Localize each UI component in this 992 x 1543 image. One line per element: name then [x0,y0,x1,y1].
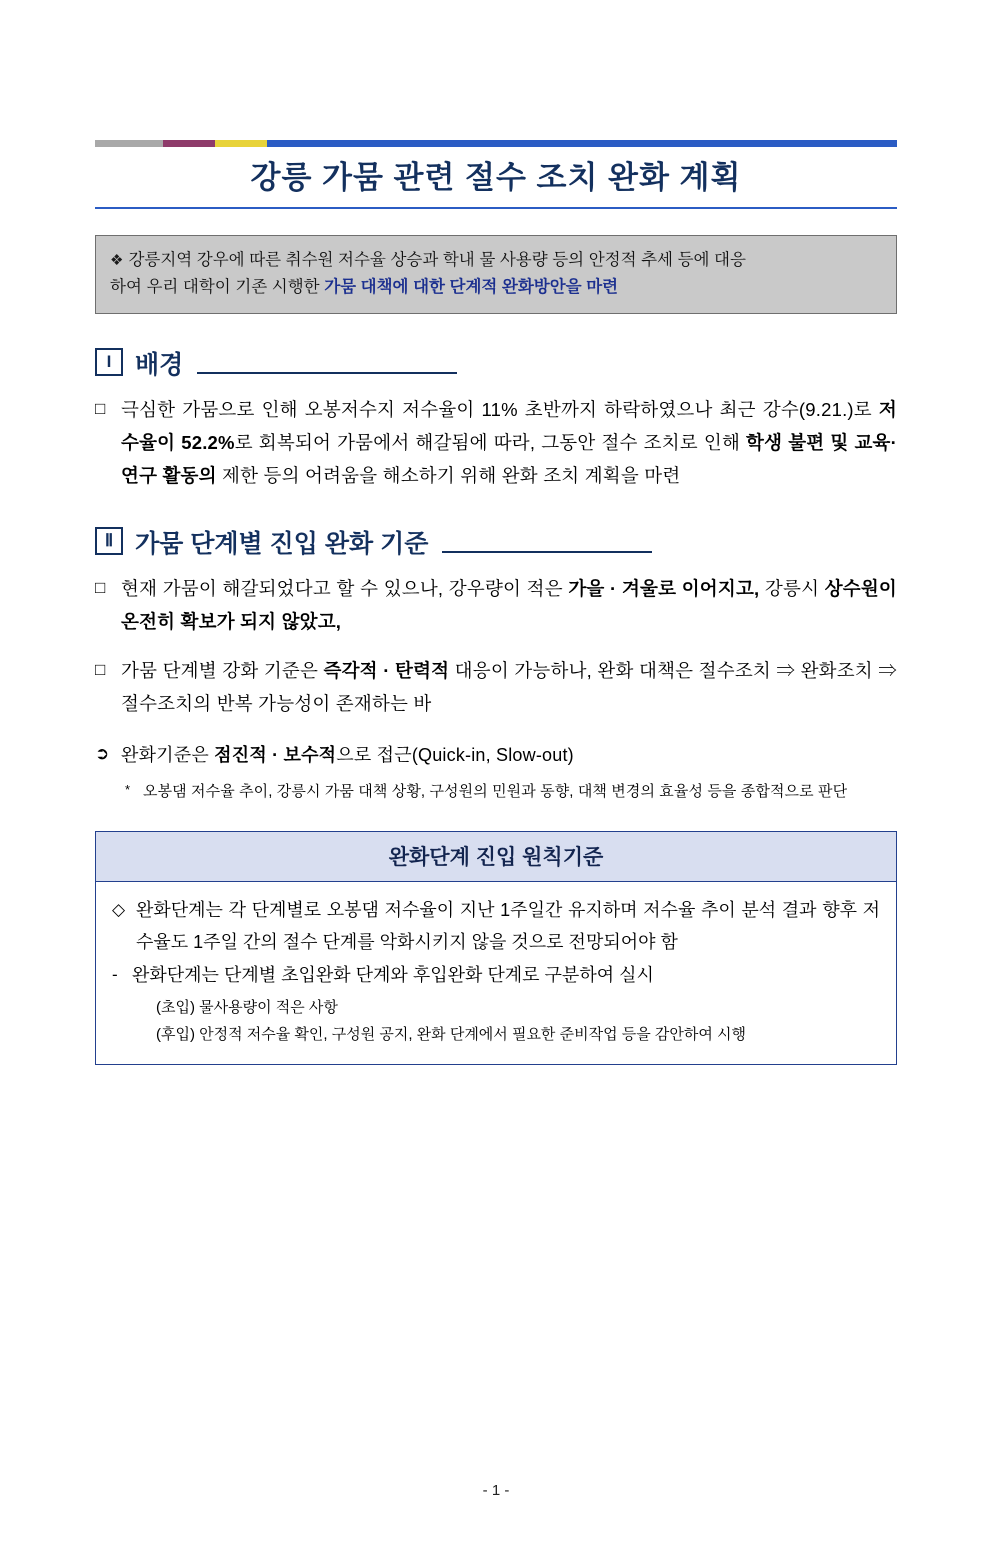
paragraph-2-2 [95,655,897,721]
text-run-bold: 학생 불편 및 교육·연구 활동의 [121,432,897,487]
paragraph-2-2-text [121,655,897,721]
section-title-2: 가뭄 단계별 진입 완화 기준 [135,530,429,559]
principle-row-1 [112,895,880,958]
section-header-2 [95,527,897,557]
text-run-bold: 저수율이 52.2% [121,399,897,454]
section-number-2: Ⅱ [95,527,123,555]
summary-emphasis: 가뭄 대책에 대한 단계적 완화방안을 마련 [324,278,619,297]
square-bullet-icon: □ [95,578,106,598]
header-decoration-bars [95,140,897,148]
principle-box-header: 완화단계 진입 원칙기준 [96,832,896,882]
principle-sub-line-1: (초입) 물사용량이 적은 사항 [156,998,338,1016]
principle-row-1-text: 완화단계는 각 단계별로 오봉댐 저수율이 지난 1주일간 유지하며 저수율 추이 분석 결과 향후 저수율도 1주일 간의 절수 단계를 악화시키지 않을 것으로 전망되어야 함 [136,900,880,952]
text-run: 제한 등의 어려움을 해소하기 위해 완화 조치 계획을 마련 [216,465,681,487]
header-bar-purple [163,140,215,147]
arrow-bullet-icon: ➲ [95,743,110,763]
section-title-1: 배경 [135,351,184,380]
header-bar-blue [267,140,897,147]
header-bar-yellow [215,140,267,147]
footnote-item [125,779,895,805]
principle-sub-line-2: (후입) 안정적 저수율 확인, 구성원 공지, 완화 단계에서 필요한 준비작업 등을 감안하여 시행 [156,1025,746,1043]
text-run: 으로 접근(Quick-in, Slow-out) [336,744,574,765]
text-run-bold: 즉각적 · 탄력적 [323,660,450,682]
document-page [0,140,992,1543]
section-header-1 [95,348,897,378]
dash-bullet-icon: - [112,965,118,985]
arrow-item [95,739,897,771]
header-bar-gray [95,140,163,147]
paragraph-1-1-text [121,394,897,493]
text-run: 완화기준은 [121,744,215,765]
diamond-outline-icon: ◇ [112,900,126,920]
text-run-bold: 가을 · 겨울로 이어지고, [568,578,760,600]
summary-text-1: 강릉지역 강우에 따른 취수원 저수율 상승과 학내 물 사용량 등의 안정적 추세 등에 대응 [128,251,746,269]
summary-line-2 [110,274,882,301]
summary-text-2: 하여 우리 대학이 기존 시행한 [110,278,325,297]
diamond-bullet-icon: ❖ [110,252,124,269]
arrow-item-text [121,739,897,771]
title-container [95,148,897,209]
text-run: 대응이 가능하나, 완화 대책은 절수조치 ⇒ 완화조치 ⇒ 절수조치의 반복 가능성이 존재하는 바 [121,660,898,714]
text-run-bold: 상수원이 온전히 확보가 되지 않았고, [121,578,897,633]
page-number: - 1 - [482,1482,510,1499]
page-title: 강릉 가뭄 관련 절수 조치 완화 계획 [250,160,742,195]
text-run: 극심한 가뭄으로 인해 오봉저수지 저수율이 11% 초반까지 하락하였으나 최근 강수(9.21.)로 [121,399,879,421]
square-bullet-icon: □ [95,399,106,419]
section-rule-2 [442,550,652,553]
paragraph-2-1 [95,573,897,639]
text-run: 강릉시 [759,578,825,600]
principle-row-2 [112,960,880,992]
paragraph-2-1-text [121,573,897,639]
text-run: 현재 가뭄이 해갈되었다고 할 수 있으나, 강우량이 적은 [121,578,569,600]
paragraph-1-1 [95,394,897,493]
principle-box [95,831,897,1065]
square-bullet-icon: □ [95,660,106,680]
asterisk-icon: * [125,781,131,797]
summary-box [95,235,897,314]
footnote-text: 오봉댐 저수율 추이, 강릉시 가뭄 대책 상황, 구성원의 민원과 동향, 대책 변경의 효율성 등을 종합적으로 판단 [143,782,848,800]
summary-line-1 [110,247,882,274]
text-run-bold: 점진적 · 보수적 [214,744,337,765]
section-rule-1 [197,371,457,374]
principle-box-body [96,882,896,1064]
text-run: 로 회복되어 가뭄에서 해갈됨에 따라, 그동안 절수 조치로 인해 [234,432,747,454]
principle-row-2-text: 완화단계는 단계별 초입완화 단계와 후입완화 단계로 구분하여 실시 [132,965,654,986]
section-number-1: I [95,348,123,376]
text-run: 가뭄 단계별 강화 기준은 [121,660,324,682]
